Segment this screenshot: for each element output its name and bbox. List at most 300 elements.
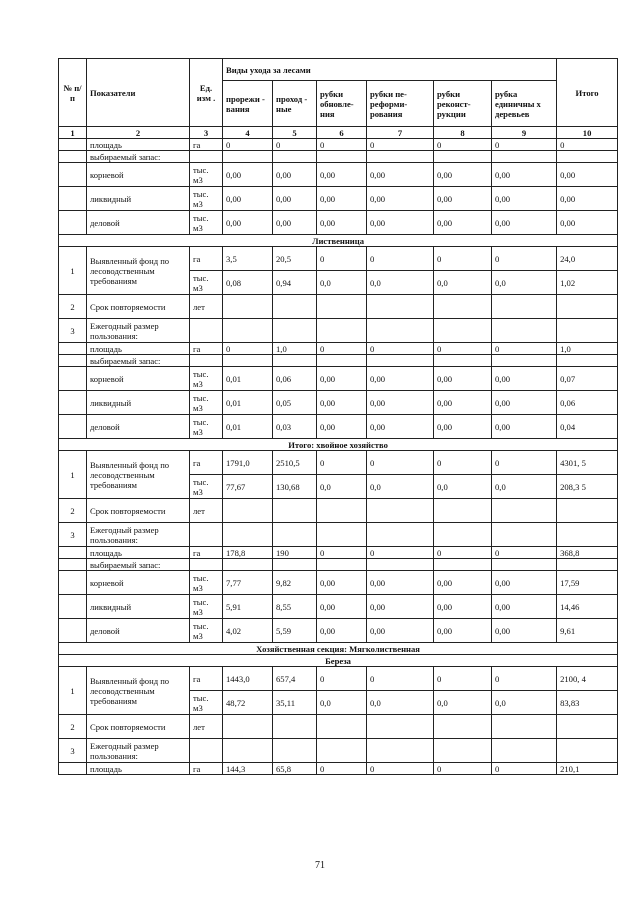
section-row (59, 235, 618, 247)
care-type-header: прорежи - вания (223, 81, 273, 127)
value-cell: 0,00 (492, 415, 557, 439)
value-cell: 0,01 (223, 391, 273, 415)
row-number-cell (59, 571, 87, 595)
value-cell: 0,00 (317, 391, 367, 415)
indicator-label: корневой (87, 367, 190, 391)
row-number-cell (59, 211, 87, 235)
fund-row (59, 667, 618, 691)
value-cell: 0,08 (223, 271, 273, 295)
empty-cell (273, 151, 317, 163)
value-cell: 0,00 (273, 211, 317, 235)
empty-cell (492, 523, 557, 547)
value-cell: 0,01 (223, 367, 273, 391)
value-cell: 9,82 (273, 571, 317, 595)
row-number-cell (59, 355, 87, 367)
value-cell: 1443,0 (223, 667, 273, 691)
empty-cell (190, 319, 223, 343)
unit-cell: тыс. м3 (190, 595, 223, 619)
empty-cell (190, 559, 223, 571)
indicator-label: площадь (87, 343, 190, 355)
column-number: 8 (434, 127, 492, 139)
value-cell: 0,01 (223, 415, 273, 439)
row-number: 3 (59, 319, 87, 343)
row-number-cell (59, 187, 87, 211)
value-cell: 0 (367, 667, 434, 691)
value-cell: 3,5 (223, 247, 273, 271)
value-cell: 0,00 (492, 187, 557, 211)
value-cell: 0,00 (557, 163, 618, 187)
value-cell: 0,00 (317, 187, 367, 211)
value-cell: 2100, 4 (557, 667, 618, 691)
value-cell: 0 (492, 343, 557, 355)
unit-cell: тыс. м3 (190, 271, 223, 295)
empty-cell (367, 523, 434, 547)
data-row (59, 151, 618, 163)
value-cell: 4,02 (223, 619, 273, 643)
value-cell: 0 (434, 451, 492, 475)
empty-cell (367, 499, 434, 523)
value-cell: 0,00 (367, 415, 434, 439)
value-cell: 0,00 (367, 595, 434, 619)
value-cell: 0,94 (273, 271, 317, 295)
value-cell: 35,11 (273, 691, 317, 715)
unit-cell: тыс. м3 (190, 691, 223, 715)
value-cell: 0,00 (434, 415, 492, 439)
col-indicators-header: Показатели (87, 59, 190, 127)
section-row (59, 439, 618, 451)
value-cell: 1,0 (557, 343, 618, 355)
indicator-label: деловой (87, 619, 190, 643)
value-cell: 0 (492, 247, 557, 271)
empty-cell (223, 499, 273, 523)
empty-cell (223, 319, 273, 343)
value-cell: 0,00 (434, 619, 492, 643)
forest-care-table-page (58, 58, 617, 775)
empty-cell (434, 523, 492, 547)
row-number-cell (59, 619, 87, 643)
indicator-label: корневой (87, 163, 190, 187)
value-cell: 0,0 (317, 271, 367, 295)
empty-cell (367, 295, 434, 319)
value-cell: 0,00 (492, 367, 557, 391)
stock-value-row (59, 619, 618, 643)
row-number-cell (59, 595, 87, 619)
empty-cell (492, 319, 557, 343)
value-cell: 0,00 (434, 163, 492, 187)
empty-cell (557, 499, 618, 523)
value-cell: 7,77 (223, 571, 273, 595)
empty-cell (223, 355, 273, 367)
value-cell: 1,0 (273, 343, 317, 355)
empty-cell (317, 739, 367, 763)
indicator-label: ликвидный (87, 595, 190, 619)
value-cell: 0,00 (492, 163, 557, 187)
value-cell: 190 (273, 547, 317, 559)
empty-cell (190, 151, 223, 163)
page-number: 71 (315, 860, 325, 871)
indicator-label: площадь (87, 139, 190, 151)
value-cell: 0,00 (434, 391, 492, 415)
value-cell: 0,04 (557, 415, 618, 439)
row-number: 3 (59, 739, 87, 763)
column-number: 9 (492, 127, 557, 139)
value-cell: 0,0 (367, 271, 434, 295)
value-cell: 208,3 5 (557, 475, 618, 499)
section-title: Итого: хвойное хозяйство (59, 439, 618, 451)
value-cell: 0,00 (492, 391, 557, 415)
period-row (59, 295, 618, 319)
value-cell: 0 (223, 343, 273, 355)
species-title: Береза (59, 655, 618, 667)
empty-cell (492, 559, 557, 571)
unit-cell: тыс. м3 (190, 187, 223, 211)
area-row (59, 547, 618, 559)
empty-cell (273, 739, 317, 763)
value-cell: 0,00 (367, 619, 434, 643)
empty-cell (367, 355, 434, 367)
value-cell: 0 (317, 763, 367, 775)
empty-cell (367, 319, 434, 343)
stock-value-row (59, 367, 618, 391)
value-cell: 83,83 (557, 691, 618, 715)
row-number-cell (59, 415, 87, 439)
unit-cell: тыс. м3 (190, 619, 223, 643)
value-cell: 0 (492, 451, 557, 475)
value-cell: 0 (223, 139, 273, 151)
value-cell: 0,0 (317, 691, 367, 715)
care-type-header: рубки реконст- рукции (434, 81, 492, 127)
column-number: 1 (59, 127, 87, 139)
value-cell: 0,0 (367, 691, 434, 715)
value-cell: 0,00 (434, 211, 492, 235)
value-cell: 0,00 (367, 367, 434, 391)
annual-row (59, 523, 618, 547)
value-cell: 0,00 (367, 187, 434, 211)
value-cell: 17,59 (557, 571, 618, 595)
value-cell: 0,00 (273, 163, 317, 187)
empty-cell (317, 355, 367, 367)
value-cell: 0,00 (367, 391, 434, 415)
value-cell: 0 (317, 547, 367, 559)
row-number: 2 (59, 499, 87, 523)
unit-cell: лет (190, 295, 223, 319)
value-cell: 0,00 (492, 571, 557, 595)
indicator-label: площадь (87, 547, 190, 559)
empty-cell (223, 295, 273, 319)
empty-cell (434, 151, 492, 163)
value-cell: 0,00 (492, 211, 557, 235)
value-cell: 0,00 (317, 211, 367, 235)
empty-cell (223, 739, 273, 763)
empty-cell (434, 559, 492, 571)
empty-cell (367, 559, 434, 571)
value-cell: 0,00 (223, 211, 273, 235)
value-cell: 0,0 (492, 271, 557, 295)
empty-cell (492, 499, 557, 523)
unit-cell: тыс. м3 (190, 367, 223, 391)
annual-row (59, 319, 618, 343)
empty-cell (492, 151, 557, 163)
unit-cell: тыс. м3 (190, 163, 223, 187)
value-cell: 2510,5 (273, 451, 317, 475)
section-title: Хозяйственная секция: Мягколиственная (59, 643, 618, 655)
value-cell: 0 (492, 139, 557, 151)
value-cell: 0 (434, 667, 492, 691)
value-cell: 0,00 (434, 571, 492, 595)
value-cell: 0,0 (492, 475, 557, 499)
empty-cell (557, 319, 618, 343)
data-row (59, 139, 618, 151)
empty-cell (492, 295, 557, 319)
value-cell: 144,3 (223, 763, 273, 775)
period-row (59, 499, 618, 523)
stock-row (59, 355, 618, 367)
empty-cell (557, 355, 618, 367)
subsection-row (59, 655, 618, 667)
row-number-cell (59, 367, 87, 391)
column-number: 6 (317, 127, 367, 139)
row-number: 1 (59, 247, 87, 295)
column-number: 4 (223, 127, 273, 139)
empty-cell (273, 559, 317, 571)
empty-cell (273, 295, 317, 319)
value-cell: 0,00 (317, 595, 367, 619)
value-cell: 657,4 (273, 667, 317, 691)
unit-cell: га (190, 547, 223, 559)
empty-cell (317, 523, 367, 547)
unit-cell: тыс. м3 (190, 415, 223, 439)
value-cell: 5,91 (223, 595, 273, 619)
value-cell: 0 (317, 343, 367, 355)
area-row (59, 343, 618, 355)
value-cell: 130,68 (273, 475, 317, 499)
empty-cell (434, 739, 492, 763)
column-number: 2 (87, 127, 190, 139)
indicator-label: ликвидный (87, 187, 190, 211)
indicator-label: Срок повторяемости (87, 295, 190, 319)
unit-cell: га (190, 139, 223, 151)
value-cell: 0 (317, 247, 367, 271)
value-cell: 0,00 (557, 187, 618, 211)
value-cell: 1,02 (557, 271, 618, 295)
value-cell: 0 (492, 547, 557, 559)
empty-cell (273, 319, 317, 343)
indicator-label: ликвидный (87, 391, 190, 415)
value-cell: 0 (434, 343, 492, 355)
value-cell: 0 (317, 667, 367, 691)
value-cell: 0 (367, 451, 434, 475)
row-number-cell (59, 391, 87, 415)
empty-cell (223, 715, 273, 739)
care-types-header: Виды ухода за лесами (223, 59, 557, 81)
value-cell: 0 (492, 763, 557, 775)
care-type-header: рубка единичны х деревьев (492, 81, 557, 127)
empty-cell (317, 295, 367, 319)
unit-cell: лет (190, 499, 223, 523)
annual-row (59, 739, 618, 763)
care-type-header: рубки обновле- ния (317, 81, 367, 127)
empty-cell (367, 151, 434, 163)
indicator-label: Выявленный фонд по лесоводственным требованиям (87, 247, 190, 295)
empty-cell (434, 355, 492, 367)
unit-cell: тыс. м3 (190, 571, 223, 595)
empty-cell (557, 739, 618, 763)
area-row (59, 763, 618, 775)
column-number: 3 (190, 127, 223, 139)
unit-cell: га (190, 763, 223, 775)
empty-cell (557, 295, 618, 319)
value-cell: 1791,0 (223, 451, 273, 475)
empty-cell (492, 715, 557, 739)
indicator-label: Срок повторяемости (87, 715, 190, 739)
indicator-label: деловой (87, 211, 190, 235)
empty-cell (223, 523, 273, 547)
unit-cell: тыс. м3 (190, 475, 223, 499)
value-cell: 0 (317, 139, 367, 151)
col-total-header: Итого (557, 59, 618, 127)
data-row (59, 211, 618, 235)
value-cell: 0 (434, 139, 492, 151)
row-number: 2 (59, 295, 87, 319)
empty-cell (367, 739, 434, 763)
value-cell: 0,0 (367, 475, 434, 499)
empty-cell (223, 559, 273, 571)
indicator-label: Выявленный фонд по лесоводственным требованиям (87, 451, 190, 499)
empty-cell (190, 355, 223, 367)
column-number: 10 (557, 127, 618, 139)
column-number: 5 (273, 127, 317, 139)
empty-cell (273, 499, 317, 523)
value-cell: 0,00 (367, 571, 434, 595)
empty-cell (317, 715, 367, 739)
empty-cell (434, 715, 492, 739)
unit-cell: тыс. м3 (190, 391, 223, 415)
indicator-label: корневой (87, 571, 190, 595)
value-cell: 65,8 (273, 763, 317, 775)
indicator-label: Ежегодный размер пользования: (87, 523, 190, 547)
period-row (59, 715, 618, 739)
row-number: 1 (59, 451, 87, 499)
row-number-cell (59, 163, 87, 187)
empty-cell (557, 151, 618, 163)
value-cell: 0,00 (223, 163, 273, 187)
indicator-label: выбираемый запас: (87, 151, 190, 163)
value-cell: 0,03 (273, 415, 317, 439)
value-cell: 0,05 (273, 391, 317, 415)
value-cell: 0,00 (223, 187, 273, 211)
indicator-label: деловой (87, 415, 190, 439)
value-cell: 0,00 (317, 415, 367, 439)
row-number: 3 (59, 523, 87, 547)
empty-cell (557, 715, 618, 739)
indicator-label: площадь (87, 763, 190, 775)
row-number-cell (59, 559, 87, 571)
column-numbers-row (59, 127, 618, 139)
stock-value-row (59, 391, 618, 415)
stock-row (59, 559, 618, 571)
empty-cell (273, 715, 317, 739)
value-cell: 0,00 (317, 619, 367, 643)
value-cell: 0 (273, 139, 317, 151)
empty-cell (223, 151, 273, 163)
row-number: 2 (59, 715, 87, 739)
empty-cell (317, 559, 367, 571)
value-cell: 20,5 (273, 247, 317, 271)
empty-cell (367, 715, 434, 739)
value-cell: 24,0 (557, 247, 618, 271)
value-cell: 0,00 (434, 187, 492, 211)
header-row (59, 59, 618, 81)
value-cell: 0,00 (367, 163, 434, 187)
value-cell: 48,72 (223, 691, 273, 715)
value-cell: 0 (557, 139, 618, 151)
empty-cell (434, 295, 492, 319)
fund-row (59, 451, 618, 475)
care-type-header: проход - ные (273, 81, 317, 127)
value-cell: 0 (434, 547, 492, 559)
value-cell: 0,06 (557, 391, 618, 415)
value-cell: 8,55 (273, 595, 317, 619)
value-cell: 0 (434, 247, 492, 271)
empty-cell (557, 559, 618, 571)
value-cell: 0,00 (492, 595, 557, 619)
value-cell: 77,67 (223, 475, 273, 499)
empty-cell (492, 355, 557, 367)
value-cell: 0,00 (434, 367, 492, 391)
row-number-cell (59, 139, 87, 151)
value-cell: 0,00 (317, 571, 367, 595)
empty-cell (557, 523, 618, 547)
value-cell: 0,0 (434, 271, 492, 295)
value-cell: 5,59 (273, 619, 317, 643)
unit-cell: га (190, 451, 223, 475)
value-cell: 0,0 (434, 475, 492, 499)
col-unit-header: Ед. изм . (190, 59, 223, 127)
section-row (59, 643, 618, 655)
value-cell: 0,00 (492, 619, 557, 643)
value-cell: 210,1 (557, 763, 618, 775)
empty-cell (434, 319, 492, 343)
value-cell: 0,06 (273, 367, 317, 391)
indicator-label: Ежегодный размер пользования: (87, 739, 190, 763)
value-cell: 0 (367, 139, 434, 151)
value-cell: 0 (367, 547, 434, 559)
empty-cell (190, 523, 223, 547)
fund-row (59, 247, 618, 271)
value-cell: 0 (317, 451, 367, 475)
empty-cell (434, 499, 492, 523)
value-cell: 0 (367, 763, 434, 775)
stock-value-row (59, 571, 618, 595)
forest-care-table (58, 58, 618, 775)
indicator-label: выбираемый запас: (87, 559, 190, 571)
col-num-header: № п/п (59, 59, 87, 127)
value-cell: 0 (492, 667, 557, 691)
row-number: 1 (59, 667, 87, 715)
value-cell: 0 (434, 763, 492, 775)
row-number-cell (59, 151, 87, 163)
value-cell: 0,0 (317, 475, 367, 499)
data-row (59, 187, 618, 211)
empty-cell (273, 523, 317, 547)
value-cell: 9,61 (557, 619, 618, 643)
empty-cell (317, 319, 367, 343)
column-number: 7 (367, 127, 434, 139)
value-cell: 0 (367, 343, 434, 355)
unit-cell: лет (190, 715, 223, 739)
value-cell: 0,00 (273, 187, 317, 211)
unit-cell: га (190, 343, 223, 355)
